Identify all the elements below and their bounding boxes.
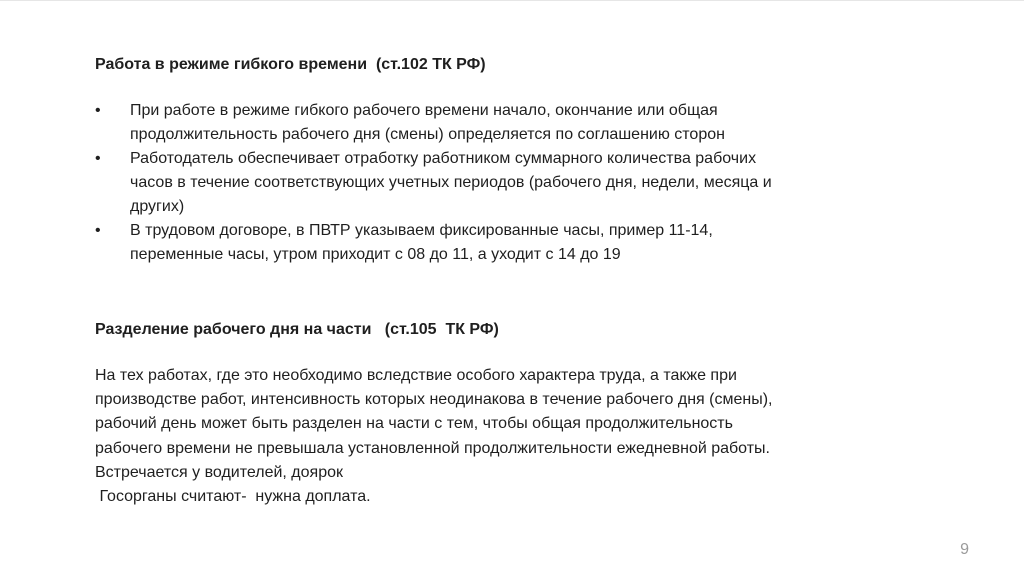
bullet-text: Работодатель обеспечивает отработку работником суммарного количества рабочих часов в течение соответствующих учетных периодов (рабочего дня, недели, месяца и других) xyxy=(130,150,772,215)
body-paragraph: На тех работах, где это необходимо вследствие особого характера труда, а также при производстве работ, интенсивность которых неодинакова в течение рабочего дня (смены), рабочий день может быть разделен на части с тем, чтобы общая продолжительность рабочего времени не превышала установленной продолжительности ежедневной работы. Встречается у водителей, доярок Госорганы считают- нужна доплата. xyxy=(95,367,773,506)
bullet-item xyxy=(95,99,975,147)
bullet-marker: • xyxy=(95,102,101,119)
section-heading-flexible-time: Работа в режиме гибкого времени (ст.102 ТК РФ) xyxy=(95,56,486,73)
bullet-marker: • xyxy=(95,150,101,167)
page-number: 9 xyxy=(960,541,969,558)
bullet-marker: • xyxy=(95,222,101,239)
bullet-list xyxy=(95,99,975,267)
bullet-text: При работе в режиме гибкого рабочего времени начало, окончание или общая продолжительность рабочего дня (смены) определяется по соглашению сторон xyxy=(130,102,725,143)
bullet-item xyxy=(95,147,975,219)
section-heading-day-split: Разделение рабочего дня на части (ст.105 ТК РФ) xyxy=(95,321,499,338)
bullet-text: В трудовом договоре, в ПВТР указываем фиксированные часы, пример 11-14, переменные часы, утром приходит с 08 до 11, а уходит с 14 до 19 xyxy=(130,222,713,263)
bullet-item xyxy=(95,219,975,267)
